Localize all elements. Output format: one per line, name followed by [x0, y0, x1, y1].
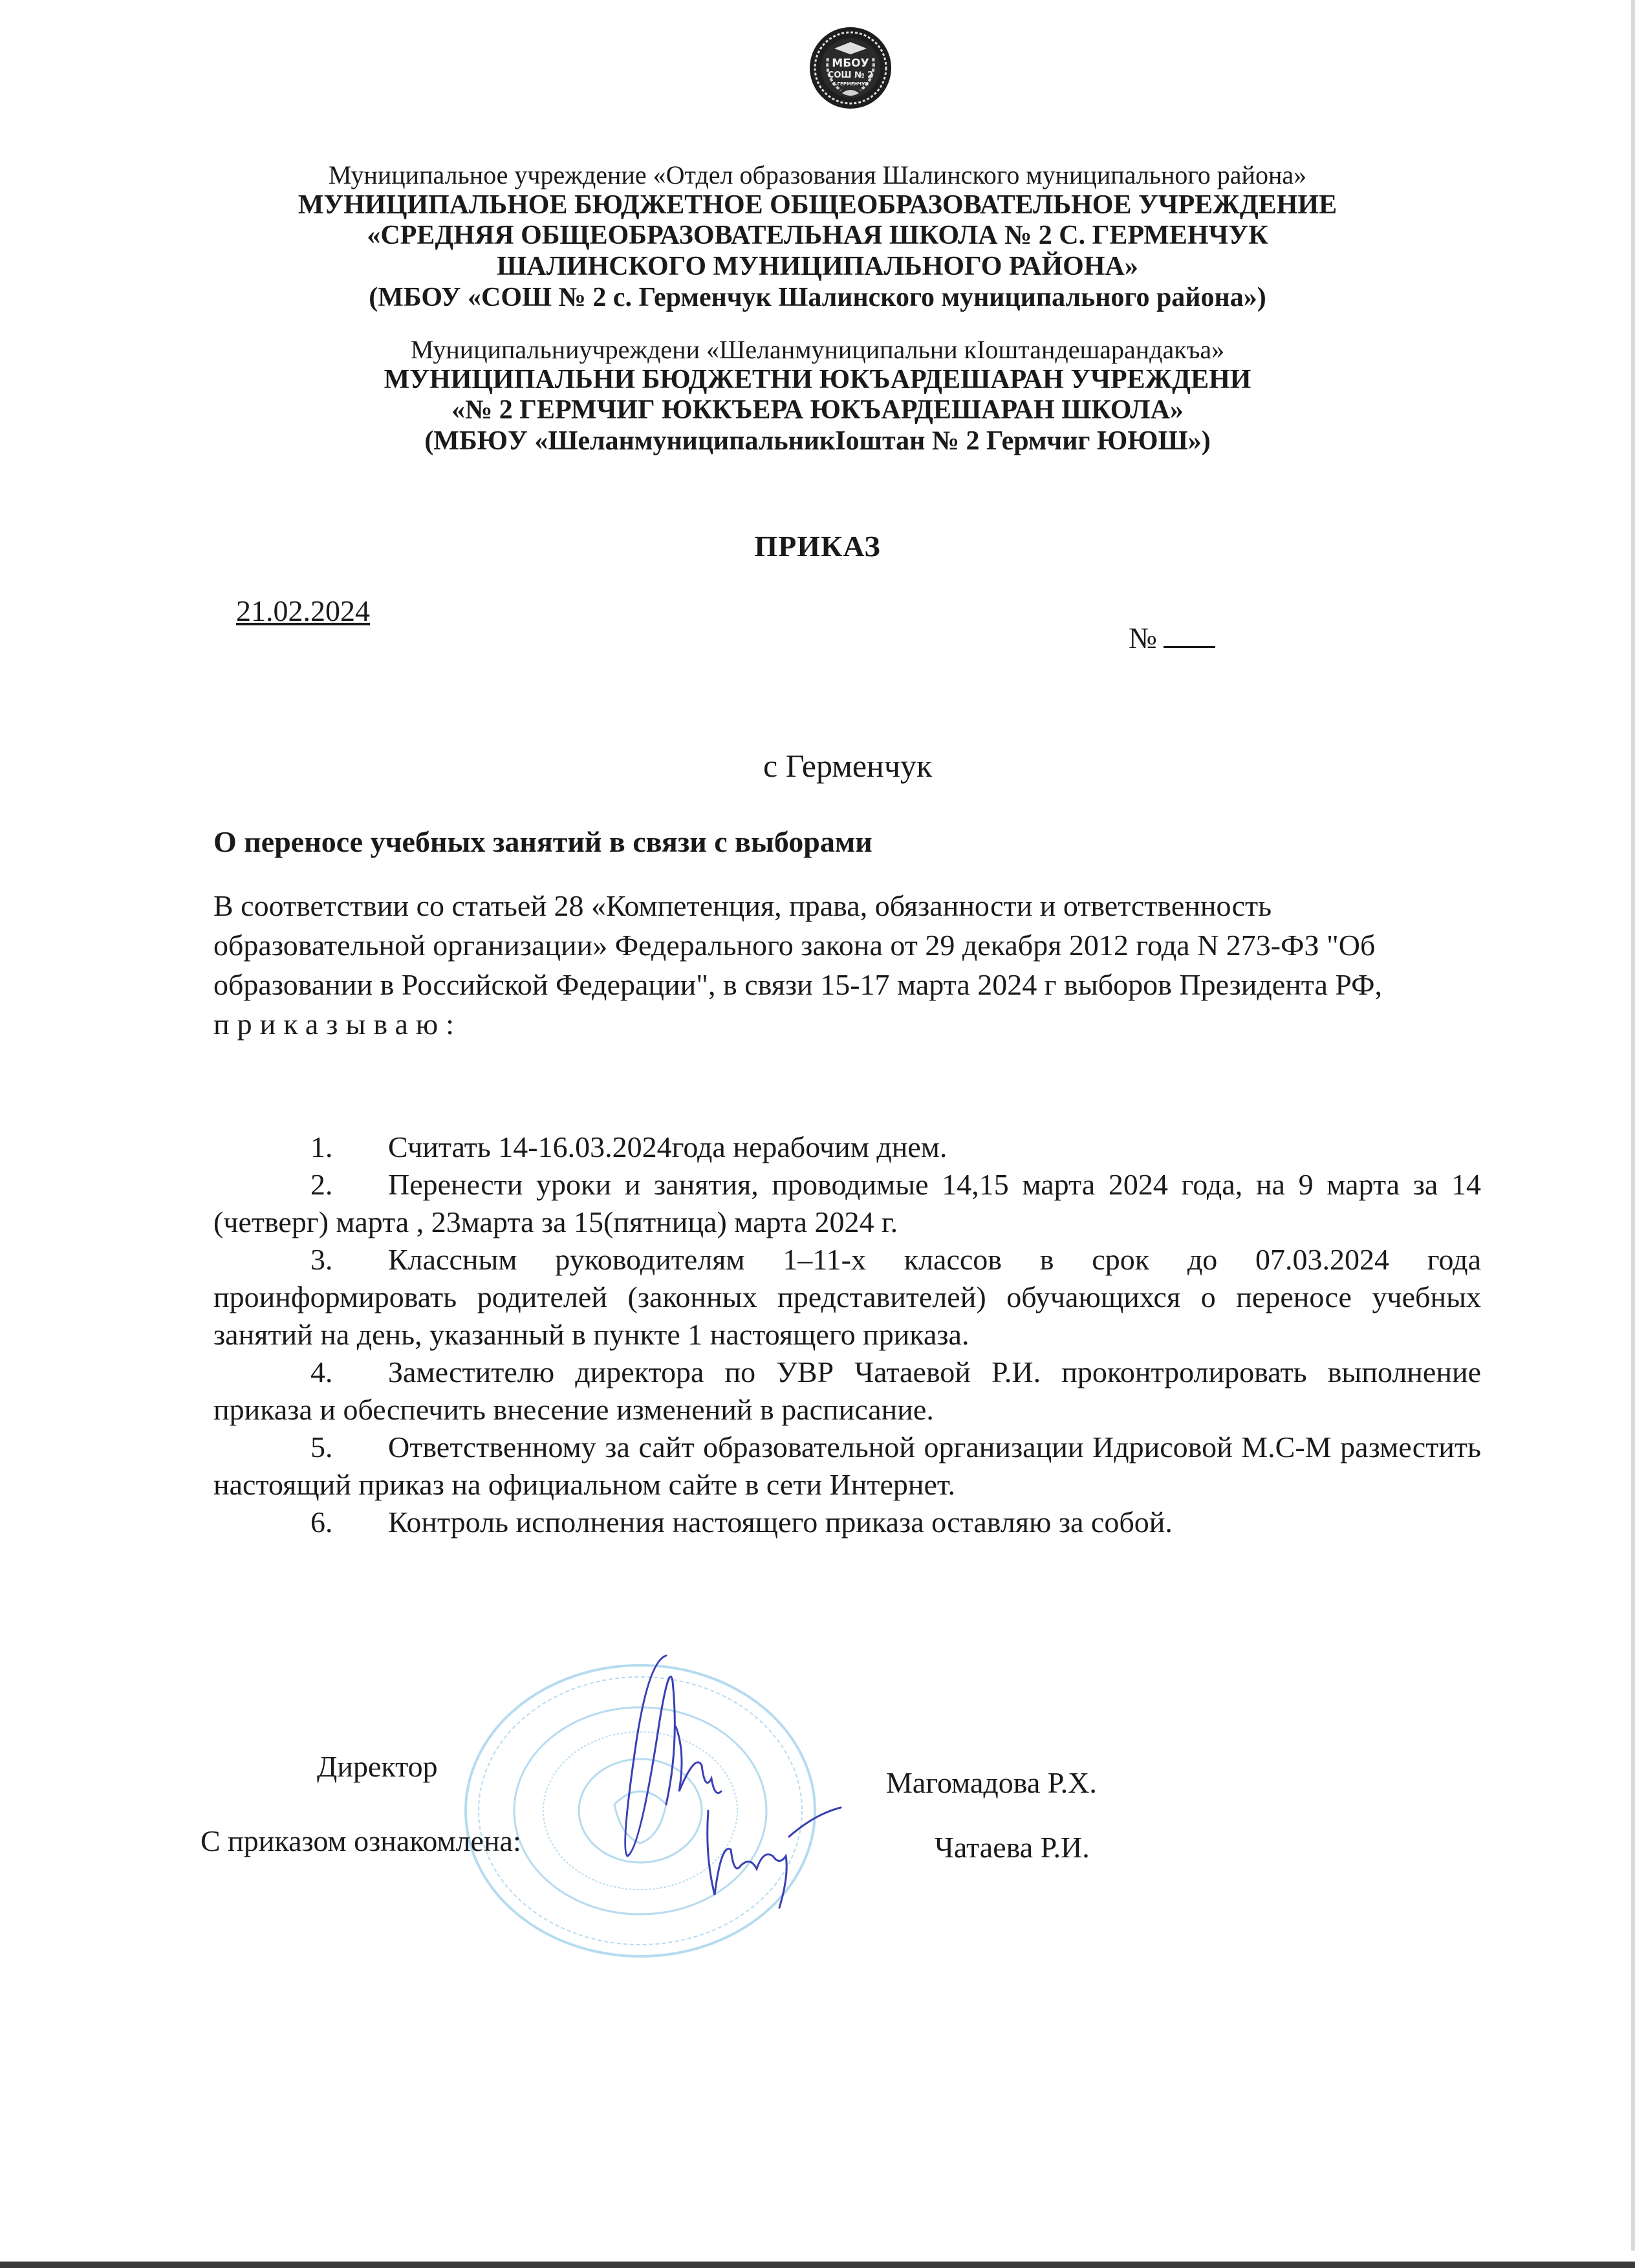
number-blank: [1164, 624, 1215, 648]
handwritten-signature-icon: [556, 1643, 893, 1940]
order-item: [213, 1166, 1481, 1241]
item-number: 2.: [310, 1168, 333, 1201]
item-text: Ответственному за сайт образовательной организации Идрисовой М.С-М разместить настоящий приказ на официальном сайте в сети Интернет.: [213, 1431, 1481, 1501]
order-item: [213, 1429, 1481, 1504]
school-emblem-icon: [808, 26, 893, 110]
item-text: Заместителю директора по УВР Чатаевой Р.И. проконтролировать выполнение приказа и обеспечить внесение изменений в расписание.: [213, 1355, 1481, 1426]
logo-line3: С.ГЕРМЕНЧУК: [832, 81, 869, 87]
header-ru-district: ШАЛИНСКОГО МУНИЦИПАЛЬНОГО РАЙОНА»: [497, 252, 1138, 282]
logo-line1: МБОУ: [832, 57, 869, 70]
order-item: [213, 1241, 1481, 1354]
document-number: [1129, 621, 1215, 655]
acknowledgement-name: Чатаева Р.И.: [935, 1831, 1090, 1864]
number-label: №: [1129, 621, 1157, 654]
document-date: 21.02.2024: [236, 594, 370, 627]
director-name: Магомадова Р.Х.: [886, 1766, 1097, 1799]
logo-line2: СОШ № 2: [827, 70, 874, 80]
preamble: [213, 886, 1442, 1044]
scan-border: [0, 2262, 1635, 2268]
header-russian: [0, 160, 1635, 314]
item-number: 5.: [310, 1431, 333, 1463]
header-ru-org-name: «СРЕДНЯЯ ОБЩЕОБРАЗОВАТЕЛЬНАЯ ШКОЛА № 2 С. ГЕРМЕНЧУК: [367, 221, 1268, 251]
order-item: [213, 1354, 1481, 1429]
item-number: 3.: [310, 1243, 333, 1276]
document-title: ПРИКАЗ: [754, 530, 881, 563]
header-chechen: [0, 335, 1635, 457]
header-ce-org-type: МУНИЦИПАЛЬНИ БЮДЖЕТНИ ЮКЪАРДЕШАРАН УЧРЕЖДЕНИ: [384, 364, 1251, 394]
order-items: [213, 1129, 1481, 1541]
director-role: Директор: [317, 1750, 438, 1783]
item-text: Контроль исполнения настоящего приказа оставляю за собой.: [388, 1506, 1173, 1539]
header-ru-parent-org: Муниципальное учреждение «Отдел образования Шалинского муниципального района»: [328, 160, 1307, 189]
header-ru-org-type: МУНИЦИПАЛЬНОЕ БЮДЖЕТНОЕ ОБЩЕОБРАЗОВАТЕЛЬНОЕ УЧРЕЖДЕНИЕ: [298, 189, 1337, 220]
order-item: [213, 1504, 1481, 1541]
item-number: 6.: [310, 1506, 333, 1539]
preamble-text: В соответствии со статьей 28 «Компетенция, права, обязанности и ответственность образовательной организации» Федерального закона от 29 декабря 2012 года N 273-ФЗ "Об образовании в Российской Федерации", в связи 15-17 марта 2024 г выборов Президента РФ,: [213, 889, 1383, 1001]
header-ce-abbr: (МБЮУ «ШеланмуниципальникIоштан № 2 Гермчиг ЮЮШ»): [424, 426, 1211, 457]
document-subject: О переносе учебных занятий в связи с выборами: [213, 825, 872, 858]
item-text: Считать 14-16.03.2024года нерабочим днем.: [388, 1130, 947, 1163]
header-ce-org-name: «№ 2 ГЕРМЧИГ ЮККЪЕРА ЮКЪАРДЕШАРАН ШКОЛА»: [451, 395, 1184, 426]
item-number: 4.: [310, 1355, 333, 1388]
acknowledgement-label: С приказом ознакомлена:: [200, 1824, 521, 1857]
order-item: [213, 1129, 1481, 1166]
item-text: Перенести уроки и занятия, проводимые 14,15 марта 2024 года, на 9 марта за 14 (четверг) марта , 23марта за 15(пятница) марта 2024 г.: [213, 1168, 1481, 1238]
order-word: приказываю:: [213, 1008, 462, 1041]
item-text: Классным руководителям 1–11-х классов в срок до 07.03.2024 года проинформировать родителей (законных представителей) обучающихся о переносе учебных занятий на день, указанный в пункте 1 настоящего приказа.: [213, 1243, 1481, 1351]
document-place: с Герменчук: [763, 748, 933, 784]
header-ru-abbr: (МБОУ «СОШ № 2 с. Герменчук Шалинского муниципального района»): [369, 283, 1266, 313]
header-ce-parent-org: Муниципальниучреждени «Шеланмуниципальни кIоштандешарандакъа»: [410, 335, 1225, 364]
item-number: 1.: [310, 1130, 333, 1163]
